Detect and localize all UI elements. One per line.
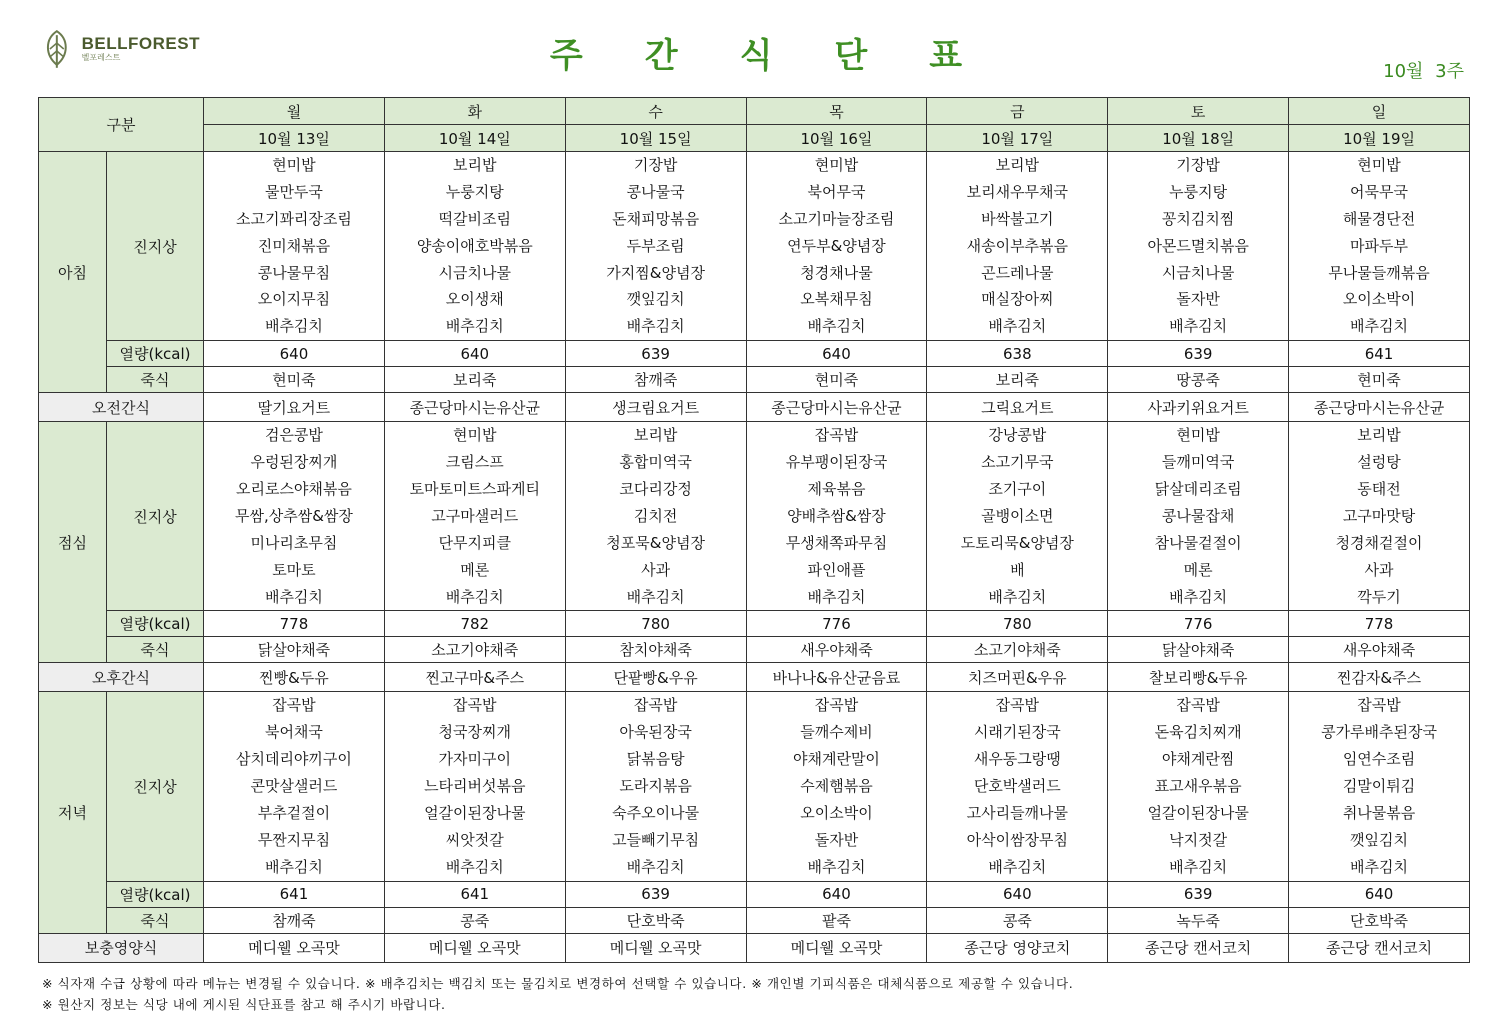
snack-item: 바나나&유산균음료 <box>746 663 927 692</box>
menu-item: 수제햄볶음 <box>800 777 873 796</box>
date-header: 10월 13일 <box>204 125 385 152</box>
menu-item: 가지찜&양념장 <box>606 263 705 282</box>
menu-item: 아몬드멸치볶음 <box>1147 236 1249 255</box>
menu-item: 얼갈이된장나물 <box>1147 804 1249 823</box>
menu-item: 기장밥 <box>633 156 678 174</box>
porridge-value: 새우야채죽 <box>746 637 927 663</box>
kcal-value: 776 <box>746 611 927 637</box>
snack-label-pm_snack: 오후간식 <box>39 663 204 692</box>
menu-item: 잡곡밥 <box>814 426 859 445</box>
menu-item: 아삭이쌈장무침 <box>966 830 1069 849</box>
footnote: ※ 원산지 정보는 식당 내에 게시된 식단표를 참고 해 주시기 바랍니다. <box>42 997 446 1012</box>
menu-item: 시래기된장국 <box>973 723 1061 742</box>
week-label: 10월 3주 <box>1383 61 1464 82</box>
menu-item: 양송이애호박볶음 <box>416 236 533 255</box>
menu-item: 소고기꽈리장조림 <box>235 209 352 228</box>
kcal-label: 열량(kcal) <box>107 341 204 367</box>
menu-item: 배추김치 <box>1169 317 1228 336</box>
menu-items-cell <box>384 152 565 341</box>
menu-item: 토마토 <box>272 560 316 579</box>
kcal-value: 641 <box>384 881 565 907</box>
porridge-value: 참치야채죽 <box>565 637 746 663</box>
menu-item: 마파두부 <box>1350 236 1409 255</box>
menu-item: 잡곡밥 <box>995 696 1040 715</box>
porridge-label: 죽식 <box>107 907 204 933</box>
menu-item: 새우동그랑땡 <box>973 750 1061 769</box>
porridge-value: 소고기야채죽 <box>927 637 1108 663</box>
menu-item: 부추겉절이 <box>257 804 331 823</box>
menu-item: 콩나물무침 <box>257 263 331 282</box>
menu-item: 배추김치 <box>445 317 504 336</box>
snack-label-am_snack: 오전간식 <box>39 393 204 422</box>
menu-item: 연두부&양념장 <box>787 236 886 255</box>
day-header: 목 <box>746 98 927 125</box>
menu-item: 북어채국 <box>264 723 323 742</box>
menu-item: 청경채나물 <box>800 263 873 282</box>
menu-item: 어묵무국 <box>1350 182 1409 201</box>
menu-items-cell <box>1108 152 1289 341</box>
menu-item: 진미채볶음 <box>257 236 331 255</box>
porridge-value: 콩죽 <box>927 907 1108 933</box>
menu-item: 배 <box>1010 560 1025 579</box>
menu-item: 청포묵&양념장 <box>606 533 705 552</box>
snack-item: 찰보리빵&두유 <box>1108 663 1289 692</box>
menu-item: 고구마샐러드 <box>431 506 519 525</box>
snack-item: 딸기요거트 <box>204 393 385 422</box>
meal-label-lunch: 점심 <box>39 422 107 663</box>
kcal-value: 639 <box>1108 341 1289 367</box>
porridge-value: 닭살야채죽 <box>204 637 385 663</box>
menu-item: 북어무국 <box>807 182 866 201</box>
menu-items-cell <box>565 692 746 881</box>
porridge-value: 보리죽 <box>384 367 565 393</box>
menu-items-cell <box>384 692 565 881</box>
day-header: 수 <box>565 98 746 125</box>
kcal-value: 641 <box>204 881 385 907</box>
menu-item: 돌자반 <box>814 830 859 849</box>
menu-item: 소고기마늘장조림 <box>778 209 895 228</box>
menu-item: 청국장찌개 <box>438 723 511 742</box>
menu-item: 현미밥 <box>814 156 859 174</box>
snack-item: 종근당 캔서코치 <box>1289 933 1470 962</box>
date-header: 10월 14일 <box>384 125 565 152</box>
snack-item: 사과키위요거트 <box>1108 393 1289 422</box>
menu-item: 아욱된장국 <box>619 723 692 742</box>
menu-item: 매실장아찌 <box>981 290 1054 309</box>
menu-items-cell <box>204 692 385 881</box>
porridge-label: 죽식 <box>107 367 204 393</box>
kcal-value: 640 <box>927 881 1108 907</box>
menu-item: 잡곡밥 <box>1357 696 1401 715</box>
menu-item: 잡곡밥 <box>453 696 497 715</box>
menu-item: 시금치나물 <box>438 263 511 282</box>
menu-item: 씨앗젓갈 <box>445 830 504 849</box>
menu-item: 누룽지탕 <box>445 182 504 201</box>
brand-subname: 벨포레스트 <box>81 53 121 62</box>
menu-item: 사과 <box>1364 560 1394 579</box>
menu-item: 삼치데리야끼구이 <box>235 750 352 769</box>
menu-item: 김치전 <box>633 506 678 525</box>
menu-item: 배추김치 <box>1169 587 1228 606</box>
menu-item: 들깨미역국 <box>1161 453 1235 472</box>
date-header: 10월 16일 <box>746 125 927 152</box>
menu-item: 콩가루배추된장국 <box>1321 723 1437 742</box>
menu-item: 양배추쌈&쌈장 <box>787 506 886 525</box>
menu-item: 배추김치 <box>988 587 1047 606</box>
menu-items-cell <box>204 152 385 341</box>
menu-item: 메론 <box>1183 560 1213 579</box>
menu-items-cell <box>565 152 746 341</box>
menu-item: 배추김치 <box>445 587 504 606</box>
date-header: 10월 17일 <box>927 125 1108 152</box>
menu-item: 배추김치 <box>445 857 504 876</box>
menu-item: 콘맛살샐러드 <box>250 777 338 796</box>
porridge-value: 단호박죽 <box>565 907 746 933</box>
menu-item: 김말이튀김 <box>1342 777 1416 796</box>
main-course-label: 진지상 <box>107 422 204 611</box>
menu-item: 새송이부추볶음 <box>966 236 1069 255</box>
menu-items-cell <box>746 692 927 881</box>
menu-item: 단무지피클 <box>438 533 511 552</box>
menu-item: 기장밥 <box>1176 156 1220 174</box>
menu-item: 현미밥 <box>1357 156 1401 174</box>
day-header: 일 <box>1289 98 1470 125</box>
menu-item: 물만두국 <box>264 182 323 201</box>
menu-item: 깻잎김치 <box>626 290 685 309</box>
menu-item: 얼갈이된장나물 <box>424 804 526 823</box>
kcal-value: 778 <box>1289 611 1470 637</box>
menu-item: 도라지볶음 <box>619 777 692 796</box>
day-header: 금 <box>927 98 1108 125</box>
menu-item: 돈채피망볶음 <box>612 209 700 228</box>
snack-item: 종근당마시는유산균 <box>746 393 927 422</box>
menu-item: 잡곡밥 <box>1176 696 1220 715</box>
menu-item: 미나리초무침 <box>250 533 338 552</box>
footnotes <box>42 973 1073 1015</box>
menu-item: 시금치나물 <box>1161 263 1235 282</box>
kcal-value: 639 <box>565 881 746 907</box>
main-course-label: 진지상 <box>107 152 204 341</box>
menu-item: 오이소박이 <box>800 804 873 823</box>
porridge-value: 새우야채죽 <box>1289 637 1470 663</box>
date-header: 10월 18일 <box>1108 125 1289 152</box>
menu-item: 현미밥 <box>1176 426 1220 445</box>
kcal-value: 782 <box>384 611 565 637</box>
menu-item: 골뱅이소면 <box>981 506 1054 525</box>
menu-item: 배추김치 <box>988 857 1047 876</box>
snack-item: 종근당마시는유산균 <box>1289 393 1470 422</box>
menu-item: 제육볶음 <box>807 480 866 499</box>
menu-item: 낙지젓갈 <box>1169 830 1228 849</box>
menu-items-cell <box>927 152 1108 341</box>
day-header: 월 <box>204 98 385 125</box>
menu-item: 깍두기 <box>1357 587 1401 606</box>
menu-item: 배추김치 <box>264 857 323 876</box>
menu-item: 곤드레나물 <box>981 263 1054 282</box>
snack-item: 종근당 캔서코치 <box>1108 933 1289 962</box>
snack-label-supplement: 보충영양식 <box>39 933 204 962</box>
kcal-value: 640 <box>746 341 927 367</box>
menu-item: 배추김치 <box>264 317 323 336</box>
menu-item: 두부조림 <box>626 236 685 255</box>
menu-item: 오이소박이 <box>1342 290 1416 309</box>
menu-item: 들깨수제비 <box>800 723 873 742</box>
menu-items-cell <box>1289 692 1470 881</box>
menu-items-cell <box>204 422 385 611</box>
snack-item: 찐고구마&주스 <box>384 663 565 692</box>
menu-item: 보리밥 <box>1357 426 1401 445</box>
menu-item: 콩나물국 <box>626 182 685 201</box>
kcal-value: 638 <box>927 341 1108 367</box>
menu-item: 보리새우무채국 <box>966 182 1069 201</box>
menu-item: 꽁치김치찜 <box>1161 209 1235 228</box>
menu-item: 오리로스야채볶음 <box>235 480 352 499</box>
brand-name: BELLFOREST <box>81 34 200 53</box>
menu-items-cell <box>384 422 565 611</box>
main-course-label: 진지상 <box>107 692 204 881</box>
menu-item: 우렁된장찌개 <box>250 453 338 472</box>
menu-items-cell <box>1289 152 1470 341</box>
meal-label-breakfast: 아침 <box>39 152 107 393</box>
porridge-value: 녹두죽 <box>1108 907 1289 933</box>
menu-item: 닭볶음탕 <box>626 750 685 769</box>
menu-item: 고구마맛탕 <box>1342 506 1416 525</box>
kcal-label: 열량(kcal) <box>107 881 204 907</box>
menu-item: 콩나물잡채 <box>1161 506 1235 525</box>
snack-item: 찐감자&주스 <box>1289 663 1470 692</box>
menu-item: 돈육김치찌개 <box>1154 723 1242 742</box>
kcal-value: 640 <box>384 341 565 367</box>
porridge-value: 현미죽 <box>204 367 385 393</box>
menu-item: 고들빼기무침 <box>612 830 700 849</box>
porridge-value: 소고기야채죽 <box>384 637 565 663</box>
menu-item: 배추김치 <box>626 587 685 606</box>
menu-item: 현미밥 <box>272 156 316 174</box>
menu-item: 무나물들깨볶음 <box>1328 263 1430 282</box>
menu-item: 임연수조림 <box>1342 750 1416 769</box>
menu-item: 배추김치 <box>626 317 685 336</box>
day-header: 토 <box>1108 98 1289 125</box>
day-header: 화 <box>384 98 565 125</box>
menu-item: 참나물겉절이 <box>1154 533 1242 552</box>
menu-item: 코다리강정 <box>619 480 692 499</box>
menu-item: 떡갈비조림 <box>438 209 511 228</box>
date-header: 10월 15일 <box>565 125 746 152</box>
snack-item: 메디웰 오곡맛 <box>204 933 385 962</box>
menu-item: 파인애플 <box>807 560 866 579</box>
menu-item: 해물경단전 <box>1342 209 1416 228</box>
menu-item: 배추김치 <box>807 587 866 606</box>
snack-item: 단팥빵&우유 <box>565 663 746 692</box>
category-header: 구분 <box>39 98 204 152</box>
menu-items-cell <box>746 152 927 341</box>
menu-item: 배추김치 <box>988 317 1047 336</box>
menu-item: 홍합미역국 <box>619 453 692 472</box>
menu-item: 야채계란찜 <box>1161 750 1235 769</box>
menu-item: 크림스프 <box>445 453 504 472</box>
menu-item: 유부팽이된장국 <box>785 453 888 472</box>
snack-item: 종근당마시는유산균 <box>384 393 565 422</box>
snack-item: 메디웰 오곡맛 <box>746 933 927 962</box>
menu-item: 배추김치 <box>1350 317 1409 336</box>
menu-item: 보리밥 <box>453 156 497 174</box>
menu-item: 도토리묵&양념장 <box>960 533 1074 552</box>
menu-items-cell <box>927 422 1108 611</box>
kcal-value: 640 <box>204 341 385 367</box>
menu-item: 숙주오이나물 <box>612 804 700 823</box>
menu-item: 오이지무침 <box>257 290 331 309</box>
menu-item: 배추김치 <box>1350 857 1409 876</box>
menu-item: 토마토미트스파게티 <box>409 480 540 499</box>
menu-item: 조기구이 <box>988 480 1047 499</box>
menu-item: 야채계란말이 <box>792 750 880 769</box>
menu-item: 바싹불고기 <box>981 209 1054 228</box>
snack-item: 메디웰 오곡맛 <box>384 933 565 962</box>
menu-item: 배추김치 <box>626 857 685 876</box>
porridge-value: 현미죽 <box>746 367 927 393</box>
menu-item: 소고기무국 <box>981 453 1054 472</box>
menu-item: 고사리들깨나물 <box>966 804 1069 823</box>
kcal-value: 639 <box>1108 881 1289 907</box>
page-title: 주간식단표 <box>549 36 1025 76</box>
snack-item: 찐빵&두유 <box>204 663 385 692</box>
porridge-value: 단호박죽 <box>1289 907 1470 933</box>
menu-item: 무짠지무침 <box>257 830 331 849</box>
menu-item: 가자미구이 <box>438 750 511 769</box>
menu-item: 깻잎김치 <box>1350 830 1409 849</box>
menu-item: 오복채무침 <box>800 290 873 309</box>
menu-item: 잡곡밥 <box>633 696 678 715</box>
kcal-value: 640 <box>746 881 927 907</box>
menu-item: 무쌈,상추쌈&쌈장 <box>234 506 353 525</box>
menu-item: 잡곡밥 <box>814 696 859 715</box>
menu-item: 사과 <box>641 560 671 579</box>
kcal-value: 780 <box>565 611 746 637</box>
snack-item: 메디웰 오곡맛 <box>565 933 746 962</box>
weekly-menu-table <box>38 97 1470 963</box>
menu-items-cell <box>1289 422 1470 611</box>
snack-item: 그릭요거트 <box>927 393 1108 422</box>
porridge-value: 참깨죽 <box>565 367 746 393</box>
snack-item: 생크림요거트 <box>565 393 746 422</box>
porridge-value: 닭살야채죽 <box>1108 637 1289 663</box>
kcal-value: 639 <box>565 341 746 367</box>
menu-items-cell <box>1108 422 1289 611</box>
menu-item: 누룽지탕 <box>1169 182 1228 201</box>
menu-item: 느타리버섯볶음 <box>424 777 526 796</box>
menu-items-cell <box>565 422 746 611</box>
menu-item: 강낭콩밥 <box>988 426 1047 445</box>
porridge-value: 땅콩죽 <box>1108 367 1289 393</box>
porridge-value: 참깨죽 <box>204 907 385 933</box>
snack-item: 종근당 영양코치 <box>927 933 1108 962</box>
menu-item: 배추김치 <box>264 587 323 606</box>
menu-item: 배추김치 <box>807 857 866 876</box>
menu-item: 표고새우볶음 <box>1154 777 1242 796</box>
menu-item: 단호박샐러드 <box>973 777 1061 796</box>
menu-items-cell <box>746 422 927 611</box>
menu-item: 보리밥 <box>995 156 1040 174</box>
kcal-value: 641 <box>1289 341 1470 367</box>
menu-item: 무생채쪽파무침 <box>785 533 888 552</box>
menu-item: 설렁탕 <box>1357 453 1401 472</box>
menu-items-cell <box>927 692 1108 881</box>
kcal-value: 776 <box>1108 611 1289 637</box>
menu-item: 오이생채 <box>445 290 504 309</box>
kcal-value: 640 <box>1289 881 1470 907</box>
menu-item: 검은콩밥 <box>264 426 323 445</box>
meal-label-dinner: 저녁 <box>39 692 107 933</box>
porridge-value: 보리죽 <box>927 367 1108 393</box>
porridge-value: 현미죽 <box>1289 367 1470 393</box>
porridge-label: 죽식 <box>107 637 204 663</box>
menu-item: 청경채겉절이 <box>1335 533 1423 552</box>
menu-item: 동태전 <box>1357 480 1401 499</box>
snack-item: 치즈머핀&우유 <box>927 663 1108 692</box>
menu-items-cell <box>1108 692 1289 881</box>
porridge-value: 팥죽 <box>746 907 927 933</box>
menu-item: 배추김치 <box>807 317 866 336</box>
menu-item: 현미밥 <box>453 426 497 445</box>
menu-item: 잡곡밥 <box>272 696 316 715</box>
menu-item: 취나물볶음 <box>1342 804 1416 823</box>
footnote: ※ 식자재 수급 상황에 따라 메뉴는 변경될 수 있습니다. ※ 배추김치는 백김치 또는 물김치로 변경하여 선택할 수 있습니다. ※ 개인별 기피식품은 대체식품으로 제공할 수 있습니다. <box>42 976 1074 991</box>
menu-item: 돌자반 <box>1176 290 1220 309</box>
menu-item: 보리밥 <box>633 426 678 445</box>
menu-item: 닭살데리조림 <box>1154 480 1242 499</box>
menu-item: 메론 <box>460 560 490 579</box>
kcal-label: 열량(kcal) <box>107 611 204 637</box>
menu-item: 배추김치 <box>1169 857 1228 876</box>
porridge-value: 콩죽 <box>384 907 565 933</box>
kcal-value: 778 <box>204 611 385 637</box>
kcal-value: 780 <box>927 611 1108 637</box>
date-header: 10월 19일 <box>1289 125 1470 152</box>
